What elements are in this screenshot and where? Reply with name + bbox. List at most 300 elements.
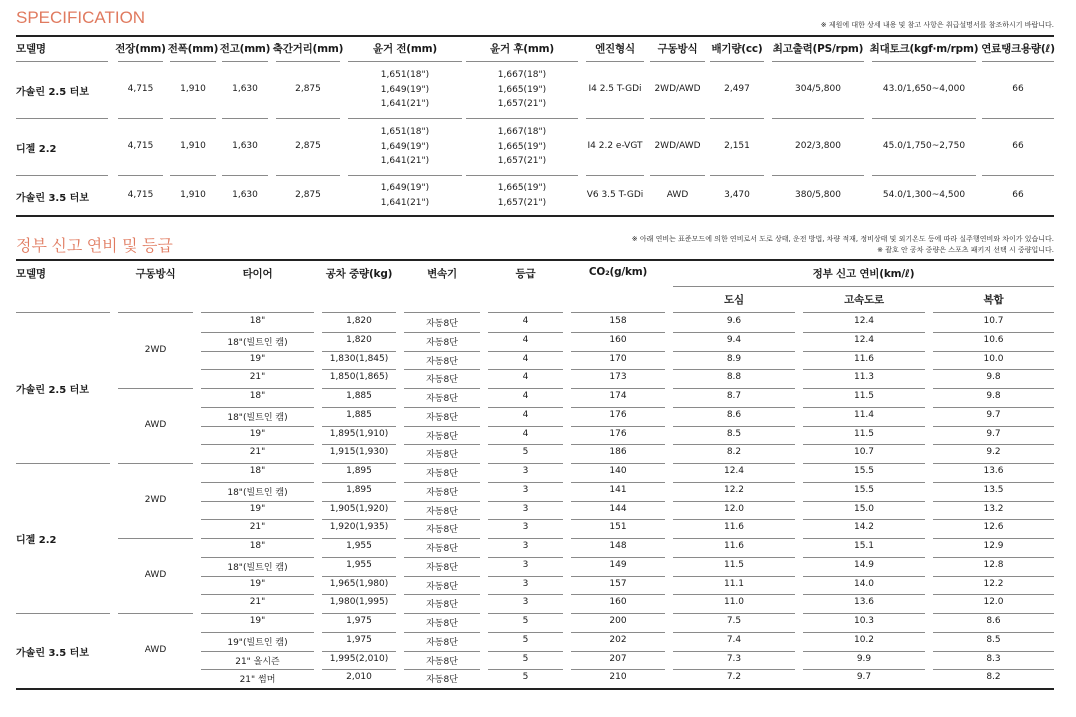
fuel-row-rule	[201, 613, 314, 614]
fuel-row-rule	[571, 444, 665, 445]
fuel-cell-grade: 5	[522, 634, 529, 645]
fuel-row-rule	[488, 463, 563, 464]
fuel-cell-co2: 176	[609, 409, 627, 420]
fuel-cell-grade: 4	[522, 353, 529, 364]
fuel-cell-combined: 13.6	[983, 466, 1004, 476]
spec-row-rule	[16, 118, 108, 119]
fuel-header-co2: CO₂(g/km)	[588, 266, 648, 278]
fuel-cell-co2: 160	[609, 334, 627, 345]
fuel-header-drive: 구동방식	[135, 268, 176, 280]
spec-header-9: 배기량(cc)	[711, 43, 763, 55]
spec-header-rule	[982, 61, 1054, 62]
fuel-cell-tire: 19"	[249, 616, 266, 626]
fuel-cell-trans: 자동8단	[426, 675, 458, 686]
fuel-row-rule	[571, 388, 665, 389]
fuel-cell-grade: 4	[522, 391, 529, 401]
fuel-cell-tire: 19"	[249, 503, 266, 514]
fuel-header-rule	[673, 312, 795, 313]
spec-cell-torque: 54.0/1,300~4,500	[882, 189, 966, 200]
fuel-row-rule	[933, 576, 1054, 577]
fuel-cell-city: 7.3	[726, 653, 742, 664]
fuel-row-rule	[201, 538, 314, 539]
fuel-cell-city: 11.1	[723, 578, 745, 589]
fuel-cell-combined: 12.2	[983, 578, 1004, 589]
fuel-cell-combined: 12.9	[983, 541, 1004, 551]
spec-cell-torque: 43.0/1,650~4,000	[882, 84, 966, 94]
fuel-row-rule	[571, 369, 665, 370]
fuel-row-rule	[803, 407, 925, 408]
fuel-cell-grade: 5	[522, 447, 529, 458]
fuel-cell-highway: 14.0	[853, 578, 875, 589]
fuel-row-rule	[488, 538, 563, 539]
fuel-row-rule	[673, 444, 795, 445]
spec-cell-width: 1,910	[180, 189, 206, 200]
fuel-row-rule	[803, 332, 925, 333]
fuel-row-rule	[404, 444, 480, 445]
fuel-cell-city: 12.4	[723, 466, 745, 476]
fuel-cell-weight: 1,975	[346, 616, 372, 626]
fuel-row-rule	[404, 538, 480, 539]
fuel-row-rule	[322, 651, 396, 652]
fuel-cell-weight: 1,965(1,980)	[329, 578, 389, 589]
fuel-cell-tire: 21" 올시즌	[235, 656, 280, 667]
fuel-row-rule	[803, 444, 925, 445]
fuel-cell-city: 8.7	[726, 391, 742, 401]
spec-header-10: 최고출력(PS/rpm)	[772, 43, 864, 55]
spec-bottom-rule	[16, 215, 1054, 217]
spec-cell-wheelbase: 2,875	[295, 141, 321, 151]
fuel-row-rule	[673, 351, 795, 352]
spec-header-8: 구동방식	[657, 43, 698, 55]
fuel-row-rule	[803, 482, 925, 483]
fuel-cell-city: 8.9	[726, 353, 742, 364]
fuel-cell-grade: 5	[522, 616, 529, 626]
spec-cell-engine: V6 3.5 T-GDi	[586, 189, 644, 200]
fuel-row-rule	[201, 444, 314, 445]
fuel-cell-combined: 13.5	[983, 484, 1004, 495]
fuel-row-rule	[933, 388, 1054, 389]
fuel-cell-trans: 자동8단	[426, 637, 458, 648]
fuel-cell-trans: 자동8단	[426, 506, 458, 517]
spec-cell-rear: 1,665(19")	[497, 141, 547, 152]
fuel-cell-grade: 4	[522, 372, 529, 383]
fuel-cell-weight: 1,830(1,845)	[329, 353, 389, 364]
spec-cell-height: 1,630	[232, 189, 258, 200]
fuel-row-rule	[404, 426, 480, 427]
fuel-cell-combined: 9.7	[986, 428, 1001, 439]
fuel-cell-co2: 207	[609, 653, 627, 664]
spec-row-rule	[170, 118, 216, 119]
spec-cell-tank: 66	[1012, 84, 1024, 94]
fuel-row-rule	[404, 519, 480, 520]
fuel-row-rule	[322, 332, 396, 333]
spec-cell-drive: AWD	[666, 189, 689, 200]
spec-row-rule	[16, 175, 108, 176]
fuel-row-rule	[488, 351, 563, 352]
spec-row-rule	[348, 175, 462, 176]
fuel-row-rule	[488, 576, 563, 577]
fuel-row-rule	[571, 332, 665, 333]
fuel-row-rule	[673, 501, 795, 502]
spec-cell-wheelbase: 2,875	[295, 84, 321, 94]
fuel-cell-tire: 18"	[249, 316, 266, 326]
fuel-drive-label: 2WD	[144, 494, 167, 505]
spec-model-name: 가솔린 3.5 터보	[16, 192, 89, 204]
fuel-row-rule	[322, 576, 396, 577]
fuel-header-model: 모델명	[16, 268, 46, 280]
fuel-cell-tire: 18"	[249, 541, 266, 551]
fuel-row-rule	[933, 538, 1054, 539]
fuel-cell-city: 8.8	[726, 372, 742, 383]
fuel-row-rule	[404, 388, 480, 389]
spec-cell-tank: 66	[1012, 189, 1024, 200]
fuel-cell-trans: 자동8단	[426, 431, 458, 442]
fuel-row-rule	[933, 651, 1054, 652]
fuel-cell-co2: 158	[609, 316, 627, 326]
fuel-row-rule	[673, 426, 795, 427]
spec-row-rule	[710, 175, 764, 176]
fuel-cell-combined: 13.2	[983, 503, 1004, 514]
fuel-cell-tire: 21"	[249, 447, 266, 458]
fuel-row-rule	[803, 519, 925, 520]
fuel-cell-city: 9.6	[726, 316, 742, 326]
fuel-row-rule	[803, 594, 925, 595]
fuel-row-rule	[322, 557, 396, 558]
spec-header-rule	[650, 61, 705, 62]
fuel-header-grade: 등급	[515, 268, 536, 280]
fuel-row-rule	[488, 332, 563, 333]
fuel-cell-grade: 4	[522, 334, 529, 345]
fuel-cell-trans: 자동8단	[426, 450, 458, 461]
fuel-row-rule	[673, 613, 795, 614]
fuel-cell-combined: 8.6	[986, 616, 1001, 626]
fuel-cell-weight: 1,885	[346, 391, 372, 401]
spec-row-rule	[466, 118, 578, 119]
fuel-cell-combined: 12.8	[983, 559, 1004, 570]
fuel-cell-co2: 144	[609, 503, 627, 514]
fuel-cell-highway: 11.6	[853, 353, 875, 364]
fuel-drive-rule	[118, 463, 193, 464]
fuel-cell-trans: 자동8단	[426, 356, 458, 367]
fuel-row-rule	[803, 538, 925, 539]
fuel-cell-highway: 15.5	[853, 484, 875, 495]
fuel-cell-city: 11.0	[723, 597, 745, 608]
fuel-cell-tire: 19"	[249, 353, 266, 364]
fuel-cell-co2: 202	[609, 634, 627, 645]
fuel-row-rule	[404, 651, 480, 652]
fuel-cell-grade: 3	[522, 541, 529, 551]
fuel-cell-tire: 19"(빌트인 캠)	[227, 637, 288, 648]
fuel-row-rule	[803, 426, 925, 427]
fuel-cell-co2: 140	[609, 466, 627, 476]
fuel-row-rule	[404, 576, 480, 577]
spec-row-rule	[982, 175, 1054, 176]
fuel-drive-rule	[118, 388, 193, 389]
fuel-cell-grade: 3	[522, 559, 529, 570]
spec-row-rule	[276, 175, 340, 176]
fuel-cell-co2: 157	[609, 578, 627, 589]
fuel-row-rule	[488, 444, 563, 445]
fuel-cell-tire: 19"	[249, 578, 266, 589]
fuel-note-1: ※ 아래 연비는 표준모드에 의한 연비로서 도로 상태, 운전 방법, 차량 적재, 정비상태 및 외기온도 등에 따라 실주행연비와 차이가 있습니다.	[631, 235, 1054, 243]
fuel-row-rule	[933, 407, 1054, 408]
spec-header-rule	[466, 61, 578, 62]
fuel-cell-city: 11.6	[723, 541, 745, 551]
fuel-row-rule	[322, 501, 396, 502]
fuel-model-rule	[16, 613, 110, 614]
fuel-row-rule	[322, 519, 396, 520]
fuel-row-rule	[673, 369, 795, 370]
spec-cell-front: 1,651(18")	[380, 127, 430, 138]
fuel-cell-city: 8.5	[726, 428, 742, 439]
fuel-row-rule	[488, 669, 563, 670]
fuel-row-rule	[322, 407, 396, 408]
fuel-row-rule	[571, 351, 665, 352]
fuel-row-rule	[803, 463, 925, 464]
fuel-cell-weight: 1,885	[346, 409, 372, 420]
fuel-row-rule	[803, 501, 925, 502]
spec-cell-drive: 2WD/AWD	[654, 84, 701, 94]
spec-row-rule	[466, 175, 578, 176]
fuel-cell-grade: 3	[522, 484, 529, 495]
spec-header-11: 최대토크(kgf·m/rpm)	[869, 43, 979, 55]
spec-header-rule	[872, 61, 976, 62]
fuel-row-rule	[322, 613, 396, 614]
fuel-header-rule	[201, 312, 314, 313]
spec-cell-engine: I4 2.2 e-VGT	[587, 141, 643, 151]
fuel-cell-grade: 3	[522, 503, 529, 514]
fuel-cell-co2: 186	[609, 447, 627, 458]
fuel-cell-weight: 1,975	[346, 634, 372, 645]
fuel-row-rule	[404, 557, 480, 558]
fuel-row-rule	[803, 651, 925, 652]
fuel-row-rule	[571, 594, 665, 595]
fuel-cell-tire: 18"(빌트인 캠)	[227, 487, 288, 498]
fuel-row-rule	[571, 538, 665, 539]
fuel-cell-tire: 18"(빌트인 캠)	[227, 337, 288, 348]
fuel-cell-highway: 13.6	[853, 597, 875, 608]
fuel-cell-combined: 9.7	[986, 409, 1001, 420]
fuel-row-rule	[571, 407, 665, 408]
spec-cell-height: 1,630	[232, 141, 258, 151]
fuel-row-rule	[404, 632, 480, 633]
fuel-cell-grade: 4	[522, 409, 529, 420]
spec-header-7: 엔진형식	[595, 43, 635, 55]
fuel-cell-city: 7.4	[726, 634, 742, 645]
fuel-cell-highway: 10.7	[853, 447, 875, 458]
fuel-row-rule	[571, 463, 665, 464]
spec-cell-cc: 2,151	[724, 141, 750, 151]
fuel-row-rule	[488, 613, 563, 614]
spec-model-name: 디젤 2.2	[16, 144, 57, 155]
spec-row-rule	[276, 118, 340, 119]
fuel-cell-city: 11.6	[723, 522, 745, 533]
fuel-row-rule	[322, 444, 396, 445]
fuel-header-rule	[803, 312, 925, 313]
fuel-drive-label: 2WD	[144, 344, 167, 355]
fuel-cell-combined: 10.6	[983, 334, 1004, 345]
spec-note: ※ 제원에 대한 상세 내용 및 참고 사항은 취급설명서를 참조하시기 바랍니다.	[820, 21, 1054, 29]
fuel-cell-weight: 1,820	[346, 316, 372, 326]
fuel-row-rule	[933, 557, 1054, 558]
fuel-row-rule	[488, 519, 563, 520]
fuel-cell-combined: 8.3	[986, 653, 1001, 664]
fuel-cell-highway: 12.4	[853, 334, 875, 345]
fuel-cell-weight: 1,850(1,865)	[329, 372, 389, 383]
fuel-row-rule	[933, 332, 1054, 333]
fuel-header-efficiency: 정부 신고 연비(km/ℓ)	[812, 268, 915, 280]
fuel-header-rule	[16, 312, 110, 313]
fuel-cell-co2: 151	[609, 522, 627, 533]
spec-top-rule	[16, 35, 1054, 37]
fuel-model-rule	[16, 463, 110, 464]
fuel-cell-grade: 5	[522, 672, 529, 683]
spec-cell-length: 4,715	[127, 141, 154, 151]
spec-cell-rear: 1,657(21")	[497, 197, 547, 208]
fuel-cell-weight: 2,010	[346, 672, 372, 683]
spec-cell-rear: 1,657(21")	[497, 156, 547, 167]
fuel-row-rule	[488, 369, 563, 370]
fuel-row-rule	[488, 632, 563, 633]
spec-row-rule	[650, 118, 705, 119]
fuel-row-rule	[803, 576, 925, 577]
spec-cell-front: 1,641(21")	[380, 156, 430, 167]
fuel-row-rule	[571, 519, 665, 520]
fuel-cell-tire: 18"(빌트인 캠)	[227, 412, 288, 423]
fuel-row-rule	[322, 351, 396, 352]
fuel-cell-tire: 21"	[249, 522, 266, 533]
fuel-row-rule	[571, 651, 665, 652]
fuel-cell-city: 11.5	[723, 559, 745, 570]
fuel-cell-grade: 5	[522, 653, 529, 664]
spec-row-rule	[872, 118, 976, 119]
fuel-cell-tire: 21"	[249, 597, 266, 608]
fuel-cell-city: 8.2	[726, 447, 742, 458]
spec-cell-torque: 45.0/1,750~2,750	[882, 141, 966, 151]
spec-header-5: 윤거 전(mm)	[373, 43, 437, 55]
fuel-row-rule	[201, 351, 314, 352]
fuel-cell-trans: 자동8단	[426, 581, 458, 592]
spec-cell-cc: 2,497	[724, 84, 750, 94]
spec-cell-length: 4,715	[127, 189, 154, 200]
fuel-row-rule	[488, 388, 563, 389]
spec-row-rule	[772, 175, 864, 176]
fuel-row-rule	[201, 426, 314, 427]
fuel-row-rule	[201, 501, 314, 502]
fuel-row-rule	[201, 407, 314, 408]
fuel-row-rule	[201, 651, 314, 652]
fuel-row-rule	[803, 351, 925, 352]
fuel-cell-grade: 4	[522, 316, 529, 326]
fuel-row-rule	[488, 426, 563, 427]
fuel-cell-trans: 자동8단	[426, 562, 458, 573]
fuel-cell-tire: 21"	[249, 372, 266, 383]
fuel-note-2: ※ 괄호 안 공차 중량은 스포츠 패키지 선택 시 중량입니다.	[877, 246, 1054, 254]
fuel-row-rule	[201, 594, 314, 595]
fuel-row-rule	[673, 669, 795, 670]
fuel-cell-co2: 176	[609, 428, 627, 439]
fuel-row-rule	[933, 426, 1054, 427]
fuel-cell-trans: 자동8단	[426, 412, 458, 423]
spec-header-rule	[586, 61, 644, 62]
spec-header-rule	[276, 61, 340, 62]
fuel-cell-trans: 자동8단	[426, 487, 458, 498]
fuel-cell-tire: 18"	[249, 391, 266, 401]
fuel-row-rule	[201, 557, 314, 558]
fuel-cell-weight: 1,955	[346, 559, 372, 570]
fuel-row-rule	[488, 482, 563, 483]
spec-cell-front: 1,649(19")	[380, 84, 430, 95]
fuel-cell-trans: 자동8단	[426, 375, 458, 386]
spec-cell-front: 1,649(19")	[380, 141, 430, 152]
fuel-row-rule	[404, 594, 480, 595]
fuel-cell-highway: 10.3	[853, 616, 875, 626]
fuel-header-city: 도심	[724, 294, 744, 306]
spec-cell-tank: 66	[1012, 141, 1024, 151]
fuel-cell-grade: 3	[522, 597, 529, 608]
fuel-row-rule	[201, 669, 314, 670]
fuel-row-rule	[404, 369, 480, 370]
spec-cell-wheelbase: 2,875	[295, 189, 321, 200]
fuel-row-rule	[673, 632, 795, 633]
fuel-row-rule	[673, 576, 795, 577]
fuel-row-rule	[571, 613, 665, 614]
fuel-cell-co2: 160	[609, 597, 627, 608]
fuel-efficiency-rule	[673, 286, 1054, 287]
fuel-row-rule	[201, 519, 314, 520]
spec-cell-front: 1,649(19")	[380, 183, 430, 193]
fuel-cell-weight: 1,820	[346, 334, 372, 345]
fuel-header-weight: 공차 중량(kg)	[325, 268, 393, 280]
fuel-cell-combined: 10.0	[983, 353, 1004, 364]
spec-header-rule	[348, 61, 462, 62]
fuel-cell-combined: 12.6	[983, 522, 1004, 533]
spec-header-rule	[118, 61, 163, 62]
spec-row-rule	[222, 175, 268, 176]
fuel-row-rule	[673, 538, 795, 539]
spec-cell-front: 1,651(18")	[380, 70, 430, 81]
fuel-cell-trans: 자동8단	[426, 337, 458, 348]
fuel-cell-highway: 12.4	[853, 316, 875, 326]
fuel-row-rule	[571, 482, 665, 483]
spec-row-rule	[586, 175, 644, 176]
spec-row-rule	[348, 118, 462, 119]
spec-header-1: 전장(mm)	[115, 43, 166, 55]
fuel-row-rule	[404, 669, 480, 670]
fuel-model-name: 가솔린 2.5 터보	[16, 385, 89, 396]
spec-header-rule	[772, 61, 864, 62]
fuel-cell-trans: 자동8단	[426, 319, 458, 329]
fuel-row-rule	[933, 501, 1054, 502]
fuel-row-rule	[201, 482, 314, 483]
fuel-cell-highway: 9.9	[856, 653, 872, 664]
fuel-row-rule	[673, 594, 795, 595]
fuel-model-name: 가솔린 3.5 터보	[16, 647, 89, 659]
spec-header-rule	[170, 61, 216, 62]
fuel-cell-weight: 1,915(1,930)	[329, 447, 389, 458]
fuel-row-rule	[201, 369, 314, 370]
spec-header-4: 축간거리(mm)	[272, 43, 344, 55]
spec-cell-engine: I4 2.5 T-GDi	[588, 84, 642, 94]
fuel-header-trans: 변속기	[427, 268, 457, 280]
fuel-cell-highway: 11.5	[853, 391, 875, 401]
fuel-row-rule	[322, 426, 396, 427]
spec-row-rule	[710, 118, 764, 119]
fuel-row-rule	[673, 519, 795, 520]
fuel-row-rule	[322, 538, 396, 539]
fuel-cell-combined: 8.5	[986, 634, 1001, 645]
fuel-row-rule	[803, 613, 925, 614]
